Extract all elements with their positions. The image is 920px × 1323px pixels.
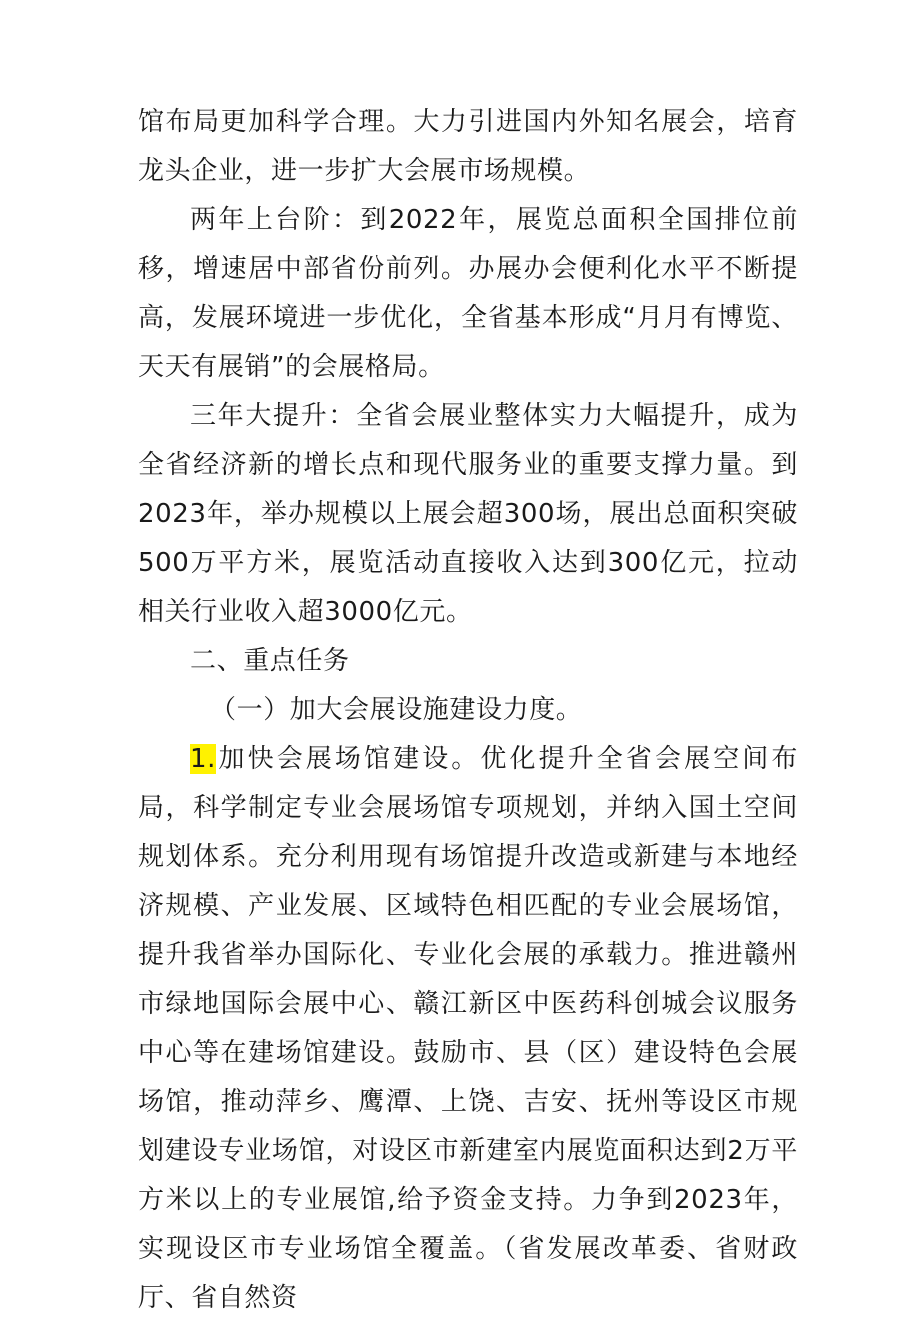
paragraph-continued: 馆布局更加科学合理。大力引进国内外知名展会，培育龙头企业，进一步扩大会展市场规模。 — [138, 107, 798, 186]
highlighted-item-number: 1. — [190, 744, 217, 774]
paragraph-three-year-goal: 三年大提升：全省会展业整体实力大幅提升，成为全省经济新的增长点和现代服务业的重要支撑力量。到2023年，举办规模以上展会超300场，展出总面积突破500万平方米，展览活动直接收入达到300亿元，拉动相关行业收入超3000亿元。 — [138, 401, 798, 627]
section-heading: 二、重点任务 — [190, 646, 350, 676]
paragraph-two-year-goal: 两年上台阶：到2022年，展览总面积全国排位前移，增速居中部省份前列。办展办会便利化水平不断提高，发展环境进一步优化，全省基本形成“月月有博览、天天有展销”的会展格局。 — [138, 205, 798, 382]
document-body — [138, 98, 798, 1323]
subsection-heading: （一）加大会展设施建设力度。 — [210, 695, 583, 725]
list-item-1 — [138, 735, 798, 1323]
list-item-1-text: 加快会展场馆建设。优化提升全省会展空间布局，科学制定专业会展场馆专项规划，并纳入国土空间规划体系。充分利用现有场馆提升改造或新建与本地经济规模、产业发展、区域特色相匹配的专业会展场馆，提升我省举办国际化、专业化会展的承载力。推进赣州市绿地国际会展中心、赣江新区中医药科创城会议服务中心等在建场馆建设。鼓励市、县（区）建设特色会展场馆，推动萍乡、鹰潭、上饶、吉安、抚州等设区市规划建设专业场馆，对设区市新建室内展览面积达到2万平方米以上的专业展馆,给予资金支持。力争到2023年，实现设区市专业场馆全覆盖。（省发展改革委、省财政厅、省自然资 — [138, 744, 798, 1313]
